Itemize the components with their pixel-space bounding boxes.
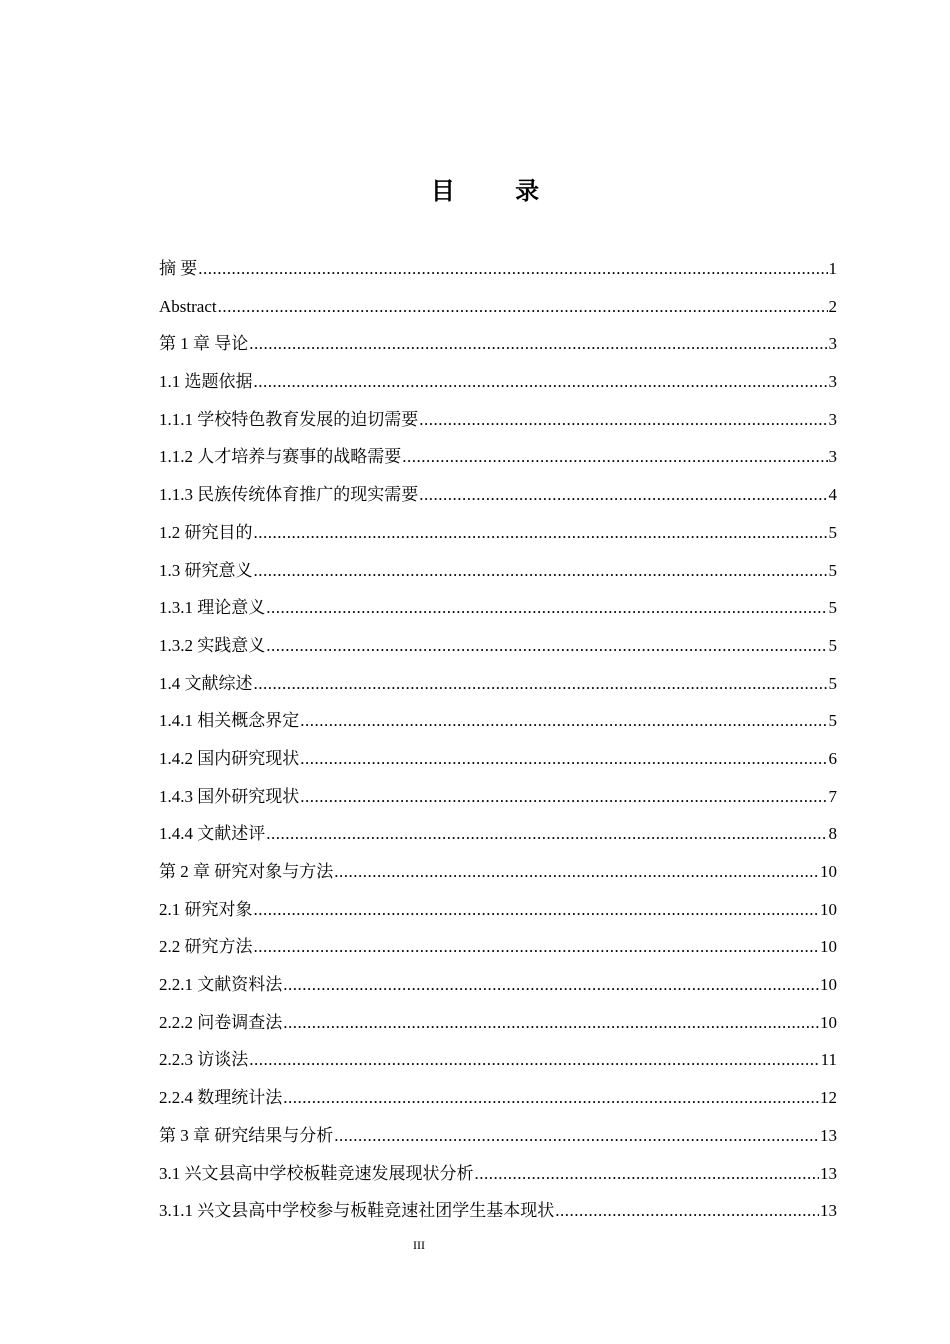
dot-leader xyxy=(555,1192,819,1230)
dot-leader xyxy=(254,363,828,401)
toc-entry-label: 1.3.1 理论意义 xyxy=(159,598,266,618)
toc-entry-page: 5 xyxy=(828,711,837,731)
toc-entry-label: 1.2 研究目的 xyxy=(159,522,253,542)
dot-leader xyxy=(283,1079,819,1117)
dot-leader xyxy=(218,288,828,326)
toc-entry-label: 第 3 章 研究结果与分析 xyxy=(159,1125,334,1145)
toc-entry[interactable] xyxy=(159,702,837,740)
toc-entry[interactable] xyxy=(159,589,837,627)
table-of-contents xyxy=(159,250,837,1230)
toc-entry-page: 5 xyxy=(828,673,837,693)
toc-entry[interactable] xyxy=(159,815,837,853)
toc-entry-label: 3.1 兴文县高中学校板鞋竞速发展现状分析 xyxy=(159,1163,474,1183)
toc-entry[interactable] xyxy=(159,363,837,401)
toc-entry-page: 4 xyxy=(828,485,837,505)
toc-entry-label: 2.2.1 文献资料法 xyxy=(159,975,283,995)
toc-entry-page: 5 xyxy=(828,522,837,542)
toc-entry[interactable] xyxy=(159,891,837,929)
toc-entry-page: 3 xyxy=(828,334,837,354)
toc-entry-label: 1.4.1 相关概念界定 xyxy=(159,711,300,731)
toc-entry-label: 1.4.2 国内研究现状 xyxy=(159,748,300,768)
toc-entry-page: 10 xyxy=(820,975,837,995)
toc-entry[interactable] xyxy=(159,1192,837,1230)
page-title: 目 录 xyxy=(430,177,566,205)
dot-leader xyxy=(266,815,827,853)
toc-entry-page: 10 xyxy=(820,1012,837,1032)
toc-entry-page: 13 xyxy=(820,1125,837,1145)
toc-entry-label: 1.1.2 人才培养与赛事的战略需要 xyxy=(159,447,402,467)
toc-entry-label: 1.1.1 学校特色教育发展的迫切需要 xyxy=(159,409,419,429)
toc-entry[interactable] xyxy=(159,1041,837,1079)
toc-entry-page: 1 xyxy=(828,259,837,278)
toc-entry-page: 3 xyxy=(828,372,837,392)
toc-entry-page: 8 xyxy=(828,824,837,844)
toc-entry-label: 1.1 选题依据 xyxy=(159,372,253,392)
toc-entry[interactable] xyxy=(159,966,837,1004)
dot-leader xyxy=(419,476,827,514)
toc-entry[interactable] xyxy=(159,325,837,363)
toc-entry-page: 10 xyxy=(820,862,837,881)
toc-entry-label: 1.4.4 文献述评 xyxy=(159,824,266,844)
dot-leader xyxy=(283,1004,819,1042)
dot-leader xyxy=(266,589,827,627)
toc-entry-page: 5 xyxy=(828,560,837,580)
toc-entry-label: 2.2.2 问卷调查法 xyxy=(159,1012,283,1032)
toc-entry-page: 13 xyxy=(820,1163,837,1183)
dot-leader xyxy=(254,928,820,966)
toc-entry-label: 1.3.2 实践意义 xyxy=(159,635,266,655)
toc-entry-label: Abstract xyxy=(159,296,217,316)
toc-entry[interactable] xyxy=(159,665,837,703)
toc-entry-page: 3 xyxy=(828,447,837,467)
toc-entry-label: 2.2 研究方法 xyxy=(159,937,253,957)
toc-entry-page: 13 xyxy=(820,1201,837,1221)
toc-entry[interactable] xyxy=(159,853,837,891)
dot-leader xyxy=(419,401,827,439)
toc-entry[interactable] xyxy=(159,401,837,439)
toc-entry-label: 1.1.3 民族传统体育推广的现实需要 xyxy=(159,485,419,505)
toc-entry[interactable] xyxy=(159,1004,837,1042)
dot-leader xyxy=(254,552,828,590)
toc-entry-page: 2 xyxy=(828,296,837,316)
toc-entry-page: 6 xyxy=(828,748,837,768)
toc-entry[interactable] xyxy=(159,1155,837,1193)
toc-entry[interactable] xyxy=(159,288,837,326)
toc-entry-label: 1.4.3 国外研究现状 xyxy=(159,786,300,806)
toc-entry[interactable] xyxy=(159,1079,837,1117)
toc-entry-page: 5 xyxy=(828,598,837,618)
dot-leader xyxy=(300,740,827,778)
toc-entry-page: 10 xyxy=(820,899,837,919)
dot-leader xyxy=(475,1155,820,1193)
toc-entry-label: 1.4 文献综述 xyxy=(159,673,253,693)
dot-leader xyxy=(283,966,819,1004)
toc-entry-label: 2.2.3 访谈法 xyxy=(159,1050,249,1070)
toc-entry-page: 5 xyxy=(828,635,837,655)
dot-leader xyxy=(254,514,828,552)
dot-leader xyxy=(334,1117,819,1155)
toc-entry-label: 第 1 章 导论 xyxy=(159,334,249,354)
toc-entry[interactable] xyxy=(159,740,837,778)
toc-entry-label: 摘 要 xyxy=(159,259,198,278)
toc-entry-page: 11 xyxy=(820,1050,837,1070)
toc-entry-page: 10 xyxy=(820,937,837,957)
dot-leader xyxy=(254,665,828,703)
toc-entry-label: 3.1.1 兴文县高中学校参与板鞋竞速社团学生基本现状 xyxy=(159,1201,555,1221)
toc-entry[interactable] xyxy=(159,778,837,816)
toc-entry-label: 2.1 研究对象 xyxy=(159,899,253,919)
toc-entry-label: 第 2 章 研究对象与方法 xyxy=(159,862,334,881)
dot-leader xyxy=(334,853,819,891)
toc-entry[interactable] xyxy=(159,552,837,590)
toc-entry[interactable] xyxy=(159,627,837,665)
toc-entry[interactable] xyxy=(159,250,837,288)
dot-leader xyxy=(300,702,827,740)
toc-entry-label: 2.2.4 数理统计法 xyxy=(159,1088,283,1108)
toc-entry-page: 7 xyxy=(828,786,837,806)
page-number: III xyxy=(413,1238,425,1252)
toc-entry[interactable] xyxy=(159,514,837,552)
dot-leader xyxy=(198,250,827,288)
toc-entry[interactable] xyxy=(159,1117,837,1155)
dot-leader xyxy=(266,627,827,665)
toc-entry-page: 3 xyxy=(828,409,837,429)
dot-leader xyxy=(300,778,827,816)
dot-leader xyxy=(249,1041,819,1079)
toc-entry[interactable] xyxy=(159,438,837,476)
dot-leader xyxy=(249,325,827,363)
toc-entry-label: 1.3 研究意义 xyxy=(159,560,253,580)
toc-entry[interactable] xyxy=(159,476,837,514)
dot-leader xyxy=(254,891,820,929)
toc-entry-page: 12 xyxy=(820,1088,837,1108)
dot-leader xyxy=(402,438,827,476)
toc-entry[interactable] xyxy=(159,928,837,966)
